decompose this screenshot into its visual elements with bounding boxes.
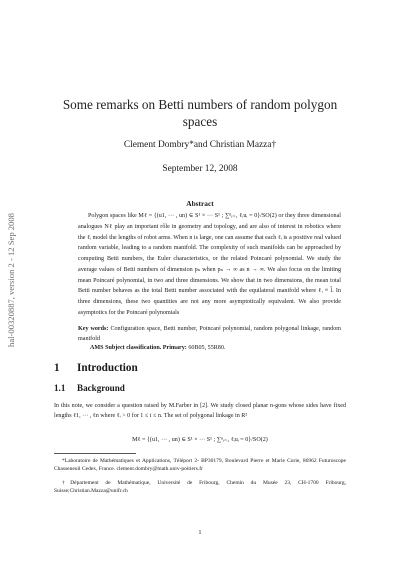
page-number: 1 (198, 529, 202, 536)
arxiv-stamp-text: hal-00320887, version 2 - 12 Sep 2008 (6, 213, 16, 347)
keywords-label: Key words: (78, 326, 109, 332)
footnote-rule (54, 453, 136, 454)
subsection-title: Background (77, 383, 125, 393)
ams-codes: 60B05, 55R80. (188, 345, 226, 351)
ams-label: AMS Subject classification. Primary: (90, 345, 187, 351)
section-title: Introduction (77, 362, 138, 374)
keywords (78, 324, 341, 344)
abstract-heading: Abstract (186, 199, 214, 208)
display-equation: Mℓ = {(u1, ··· , un) ∈ S¹ × ··· S¹ ; ∑ⁿᵢ₌₁ ℓᵢuᵢ = 0}/SO(2) (132, 437, 268, 443)
subsection-heading (54, 383, 125, 393)
paper-authors: Clement Dombry*and Christian Mazza† (123, 140, 277, 150)
footnote-affiliation-2: †Département de Mathématique, Université de Fribourg, Chemin du Musée 23, CH-1700 Fribourg, Suisse;Christian.Mazza@unifr.ch (54, 480, 346, 495)
footnote-affiliation-1: *Laboratoire de Mathématiques et Applications, Téléport 2- BP30179, Boulevard Pierre et Marie Curie, 86962 Futuroscope Chasseneuil Cedex, France. clement.dombry@math.univ-poitiers.fr (54, 458, 346, 473)
keywords-text: Configuration space, Betti number, Poincaré polynomial, random polygonal linkage, random manifold (78, 326, 342, 342)
abstract-text: Polygon spaces like Mℓ = {(u1, ··· , un) ∈ S¹ × ··· S¹ ; ∑ⁿᵢ₌₁ ℓᵢuᵢ = 0}/SO(2) or they three dimensional analogues Nℓ play an important rôle in geometry and topology, and are also of interest in robotics where the ℓᵢ model the lengths of robot arms. When n is large, one can assume that each ℓᵢ is a positive real valued random variable, leading to a random manifold. The complexity of such manifolds can be approached by computing Betti numbers, the Euler characteristics, or the related Poincaré polynomial. We study the average values of Betti numbers of dimension pₙ when pₙ → ∞ as n → ∞. We also focus on the limiting mean Poincaré polynomial, in two and three dimensions. We show that in two dimensions, the mean total Betti number behaves as the total Betti number associated with the equilateral manifold where ℓᵢ ≡ l̄. In three dimensions, these two quantities are not any more asymptotically equivalent. We also provide asymptotics for the Poincaré polynomials (78, 213, 341, 316)
paper-title: Some remarks on Betti numbers of random polygon spaces (62, 97, 338, 129)
subsection-number: 1.1 (54, 383, 66, 393)
paper-date: September 12, 2008 (162, 164, 238, 174)
section-number: 1 (54, 362, 60, 374)
ams-classification (90, 345, 225, 351)
body-paragraph: In this note, we consider a question raised by M.Farber in [2]. We study closed planar n-gons whose sides have fixed lengths ℓ1, ··· , ℓn where ℓᵢ > 0 for 1 ≤ i ≤ n. The set of polygonal linkage in R² (54, 403, 346, 419)
arxiv-sidebar-stamp (4, 150, 18, 410)
section-heading (54, 362, 138, 374)
